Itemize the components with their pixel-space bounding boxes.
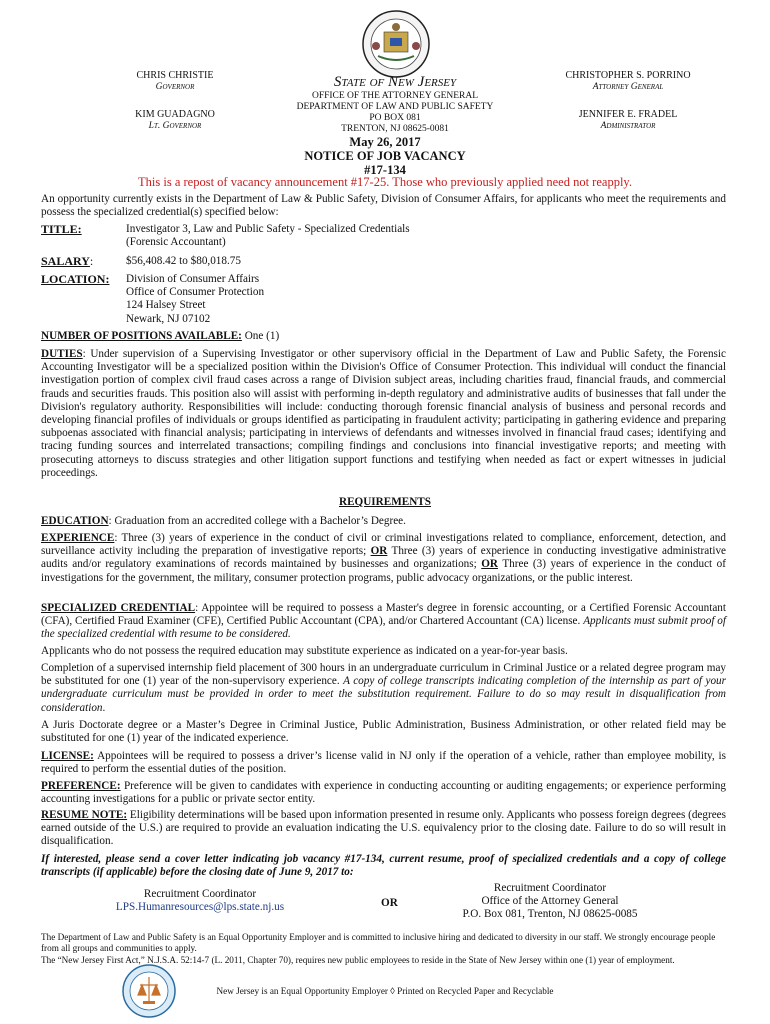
or-separator: OR [381,897,398,909]
recruitment-email-link[interactable]: LPS.Humanresources@lps.state.nj.us [115,901,285,914]
preference-text: Preference will be given to candidates with experience in conducting accounting or auditing engagements; or experience performing accounting investigations for a public or private sector entity. [41,780,726,806]
preference-label: PREFERENCE: [41,780,121,792]
credential-italic: Applicants must submit proof of the specialized credential with resume to be considered. [41,615,727,641]
mail-address-line: P.O. Box 081, Trenton, NJ 08625-0085 [462,908,638,921]
intro-paragraph: An opportunity currently exists in the Department of Law & Public Safety, Division of Consumer Affairs, for applicants who meet the requirements and possess the specialized credential(s) specified below: [41,193,726,219]
internship-italic: A copy of college transcripts indicating completion of the internship as part of your undergraduate curriculum must be provided in order to meet the substitution requirement. Failure to do so may result in disqualification from consideration [41,675,726,714]
salary-colon: : [89,254,94,268]
license-label: LICENSE: [41,750,94,762]
credential-label: SPECIALIZED CREDENTIAL [41,602,196,614]
salary-value: $56,408.42 to $80,018.75 [126,255,241,267]
title-value: Investigator 3, Law and Public Safety - Specialized Credentials [126,223,410,235]
notice-heading: NOTICE OF JOB VACANCY [304,149,466,163]
location-line-4: Newark, NJ 07102 [126,312,211,325]
experience-text-1: : Three (3) years of experience in the conduct of civil or criminal investigations related to compliance, enforcement, detection, and surveillance activity including the preparation of investigative reports; [41,532,726,558]
office-line-4: TRENTON, NJ 08625-0081 [341,124,449,134]
notice-date: May 26, 2017 [349,135,421,149]
title-subvalue: (Forensic Accountant) [126,236,226,249]
preference-paragraph [41,780,726,806]
duties-label: DUTIES [41,348,83,360]
apply-instruction: If interested, please send a cover letter indicating job vacancy #17-134, current resume, proof of specialized credentials and a copy of college transcripts (if applicable) before the closing date of June 9, 2017 to: [41,853,726,879]
credential-paragraph [41,602,726,642]
state-title: State of New Jersey [333,74,457,90]
duties-text: : Under supervision of a Supervising Investigator or other supervisory official in the Department of Law and Public Safety, the Forensic Accounting Investigator will be a specialized position within the Division's Office of Consumer Protection. This individual will conduct the financial investigation portion of complex civil fraud cases across a range of Division subject areas, including charities fraud, financial frauds, and commercial frauds and securities frauds. This position also will assist with performing in-depth regulatory and administrative audits of businesses that fall under the Division's regulatory authority. Responsibilities will include: conducting thorough forensic financial analysis of business and personal records and developing financial profiles of individuals or groups identified as participating in fraudulent activity; participating in gathering evidence and preparing subpoenas associated with financial analysis; participating in interviews of defendants and witnesses involved in financial fraud cases; identifying and tracing funding sources and interrelated transactions; compiling findings and conclusions into financial investigative reports; and meeting with prosecuting attorneys to discuss strategies and other litigation support functions and testifying when needed as fact or expert witnesses in judicial proceedings. [41,348,726,479]
mail-office-line: Office of the Attorney General [481,895,619,908]
experience-paragraph [41,532,726,585]
resume-note-text: Eligibility determinations will be based upon information presented in resume only. Applicants who possess foreign degrees (degrees earned outside of the U.S.) are required to provide an evaluation indicating the U.S. equivalency prior to the closing date. Failure to do so will result in disqualification. [41,809,727,848]
duties-paragraph [41,348,726,480]
or-keyword-1: OR [370,545,388,558]
internship-paragraph [41,662,726,715]
resume-note-label: RESUME NOTE: [41,809,128,821]
experience-label: EXPERIENCE [41,532,115,544]
lt-governor-title: Lt. Governor [148,121,202,131]
location-line-1: Division of Consumer Affairs [126,273,260,285]
license-text: Appointees will be required to possess a driver’s license valid in NJ only if the operation of a vehicle, rather than employee mobility, is required to perform the essential duties of the position. [41,750,726,776]
positions-value: One (1) [244,330,280,342]
location-label: LOCATION: [41,272,110,286]
administrator-title: Administrator [600,121,656,131]
positions-label: NUMBER OF POSITIONS AVAILABLE: [41,330,242,342]
attorney-general-title: Attorney General [592,82,664,92]
notice-number: #17-134 [364,163,406,177]
substitute-paragraph: Applicants who do not possess the required education may substitute experience as indicated on a year-for-year basis. [41,645,568,657]
location-line-2: Office of Consumer Protection [126,286,265,299]
salary-label: SALARY [41,254,90,268]
eoe-statement: The Department of Law and Public Safety is an Equal Opportunity Employer and is committed to inclusive hiring and dedicated to diversity in our staff. We strongly encourage people from all groups and communities to apply. [41,932,716,953]
governor-name: CHRIS CHRISTIE [136,70,214,81]
location-line-3: 124 Halsey Street [126,299,206,312]
experience-text-2: Three (3) years of experience in conducting investigative administrative audits and/or regulatory examinations of records maintained by businesses and organizations; [41,545,727,571]
title-label: TITLE: [41,222,82,236]
state-seal [354,8,438,80]
education-text: : Graduation from an accredited college with a Bachelor’s Degree. [108,515,406,527]
mail-recruiter-label: Recruitment Coordinator [493,882,607,894]
administrator-name: JENNIFER E. FRADEL [578,109,678,120]
experience-text-3: Three (3) years of experience in the conduct of investigations for the government, the military, consumer protection programs, public advocacy organizations, or the public interest. [41,558,726,584]
governor-title: Governor [155,82,195,92]
email-recruiter-label: Recruitment Coordinator [143,888,257,900]
office-line-2: DEPARTMENT OF LAW AND PUBLIC SAFETY [296,102,494,112]
resume-note-paragraph [41,809,726,849]
internship-end: . [102,701,106,714]
office-line-3: PO BOX 081 [369,113,421,123]
or-keyword-2: OR [481,558,499,571]
nj-first-act-statement: The “New Jersey First Act,” N.J.S.A. 52:14-7 (L. 2011, Chapter 70), requires new public employees to reside in the State of New Jersey within one (1) year of employment. [41,955,675,965]
license-paragraph [41,750,726,776]
internship-text: Completion of a supervised internship field placement of 300 hours in an undergraduate curriculum in Criminal Justice or a related degree program may be substituted for one (1) year of the non-supervisory experience. [41,662,726,688]
attorney-general-name: CHRISTOPHER S. PORRINO [565,70,691,81]
repost-notice: This is a repost of vacancy announcement #17-25. Those who previously applied need not reapply. [138,175,632,189]
requirements-heading: REQUIREMENTS [338,496,431,508]
office-line-1: OFFICE OF THE ATTORNEY GENERAL [311,91,479,101]
juris-paragraph: A Juris Doctorate degree or a Master’s Degree in Criminal Justice, Public Administration, Business Administration, or other related field may be substituted for one (1) year of the indicated experience. [41,719,726,745]
education-paragraph [41,515,726,528]
lt-governor-name: KIM GUADAGNO [135,109,215,120]
footer-bottom-line: New Jersey is an Equal Opportunity Employer ◊ Printed on Recycled Paper and Recyclable [216,986,554,996]
education-label: EDUCATION [41,515,109,527]
credential-text: : Appointee will be required to possess a Master's degree in forensic accounting, or a Certified Forensic Accountant (CFA), Certified Fraud Examiner (CFE), Certified Public Accountant (CPA), and/or Chartered Accountant (CA) license. [41,602,726,628]
